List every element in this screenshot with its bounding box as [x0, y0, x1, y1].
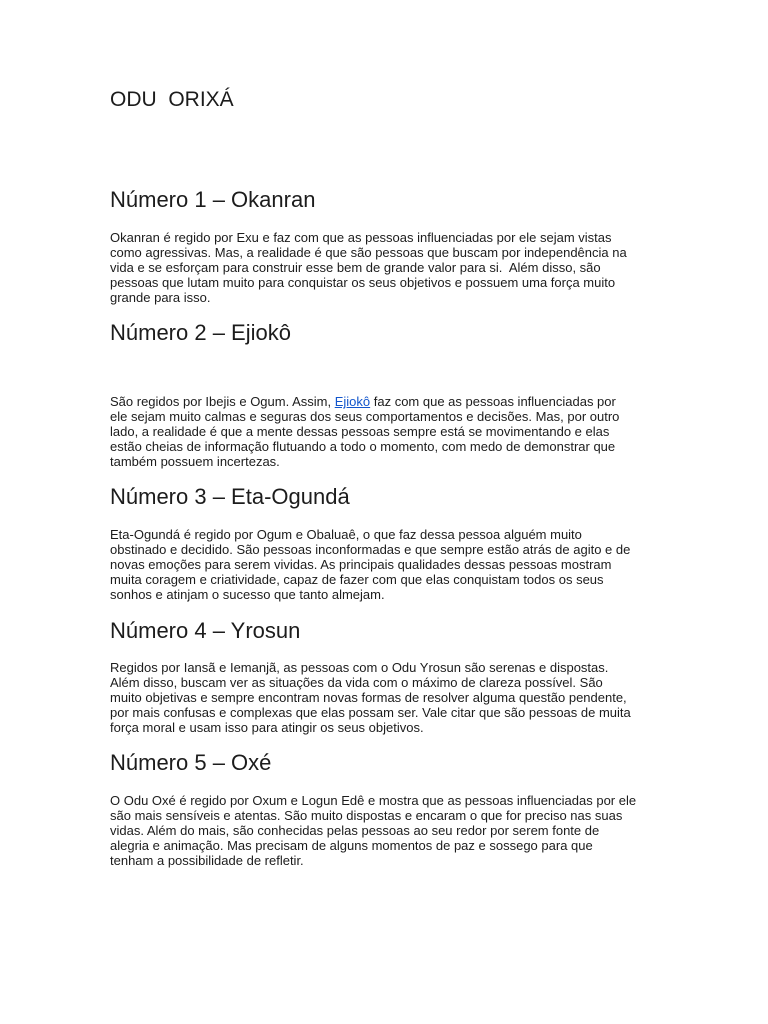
section-heading-okanran: Número 1 – Okanran	[110, 187, 316, 212]
ejioko-link[interactable]: Ejiokô	[334, 394, 371, 409]
paragraph-line: novas emoções para serem vividas. As principais qualidades dessas pessoas mostram	[110, 557, 612, 572]
paragraph-line: Eta-Ogundá é regido por Ogum e Obaluaê, o que faz dessa pessoa alguém muito	[110, 527, 582, 542]
paragraph-line: Okanran é regido por Exu e faz com que as pessoas influenciadas por ele sejam vistas	[110, 230, 612, 245]
paragraph-line: também possuem incertezas.	[110, 454, 280, 469]
paragraph-line: força moral e usam isso para atingir os seus objetivos.	[110, 720, 424, 735]
paragraph-line: Regidos por Iansã e Iemanjã, as pessoas com o Odu Yrosun são serenas e dispostas.	[110, 660, 609, 675]
paragraph-line: alegria e animação. Mas precisam de alguns momentos de paz e sossego para que	[110, 838, 593, 853]
section-heading-oxe: Número 5 – Oxé	[110, 750, 272, 775]
paragraph-line: tenham a possibilidade de refletir.	[110, 853, 304, 868]
paragraph-ejioko	[110, 394, 670, 469]
paragraph-line	[110, 394, 670, 409]
paragraph-line: obstinado e decidido. São pessoas inconformadas e que sempre estão atrás de agito e de	[110, 542, 631, 557]
paragraph-eta-ogunda	[110, 527, 670, 602]
paragraph-okanran	[110, 230, 670, 305]
paragraph-line: sonhos e atinjam o sucesso que tanto almejam.	[110, 587, 385, 602]
paragraph-line: estão cheias de informação flutuando a todo o momento, com medo de demonstrar que	[110, 439, 616, 454]
paragraph-oxe	[110, 793, 670, 868]
section-heading-ejioko: Número 2 – Ejiokô	[110, 320, 291, 345]
paragraph-line: pessoas que lutam muito para conquistar os seus objetivos e possuem uma força muito	[110, 275, 616, 290]
section-heading-eta-ogunda: Número 3 – Eta-Ogundá	[110, 484, 350, 509]
paragraph-line: O Odu Oxé é regido por Oxum e Logun Edê e mostra que as pessoas influenciadas por ele	[110, 793, 637, 808]
paragraph-line: muita coragem e criatividade, capaz de fazer com que elas conquistam todos os seus	[110, 572, 604, 587]
paragraph-line: vida e se esforçam para construir esse bem de grande valor para si. Além disso, são	[110, 260, 601, 275]
paragraph-line: muito objetivas e sempre encontram novas formas de resolver alguma questão pendente,	[110, 690, 627, 705]
paragraph-line: lado, a realidade é que a mente dessas pessoas sempre está se movimentando e elas	[110, 424, 610, 439]
document-title: ODU ORIXÁ	[110, 88, 234, 111]
paragraph-line: são mais sensíveis e atentas. São muito dispostas e encaram o que for preciso nas suas	[110, 808, 623, 823]
line-text-after-link: faz com que as pessoas influenciadas por	[370, 394, 616, 409]
paragraph-line: como agressivas. Mas, a realidade é que são pessoas que buscam por independência na	[110, 245, 627, 260]
section-heading-yrosun: Número 4 – Yrosun	[110, 618, 301, 643]
paragraph-yrosun	[110, 660, 670, 735]
paragraph-line: Além disso, buscam ver as situações da vida com o máximo de clareza possível. São	[110, 675, 603, 690]
paragraph-line: grande para isso.	[110, 290, 211, 305]
paragraph-line: ele sejam muito calmas e seguras dos seus comportamentos e decisões. Mas, por outro	[110, 409, 620, 424]
paragraph-line: vidas. Além do mais, são conhecidas pelas pessoas ao seu redor por serem fonte de	[110, 823, 600, 838]
paragraph-line: por mais confusas e complexas que elas possam ser. Vale citar que são pessoas de muita	[110, 705, 631, 720]
line-text-before-link: São regidos por Ibejis e Ogum. Assim,	[110, 394, 335, 409]
